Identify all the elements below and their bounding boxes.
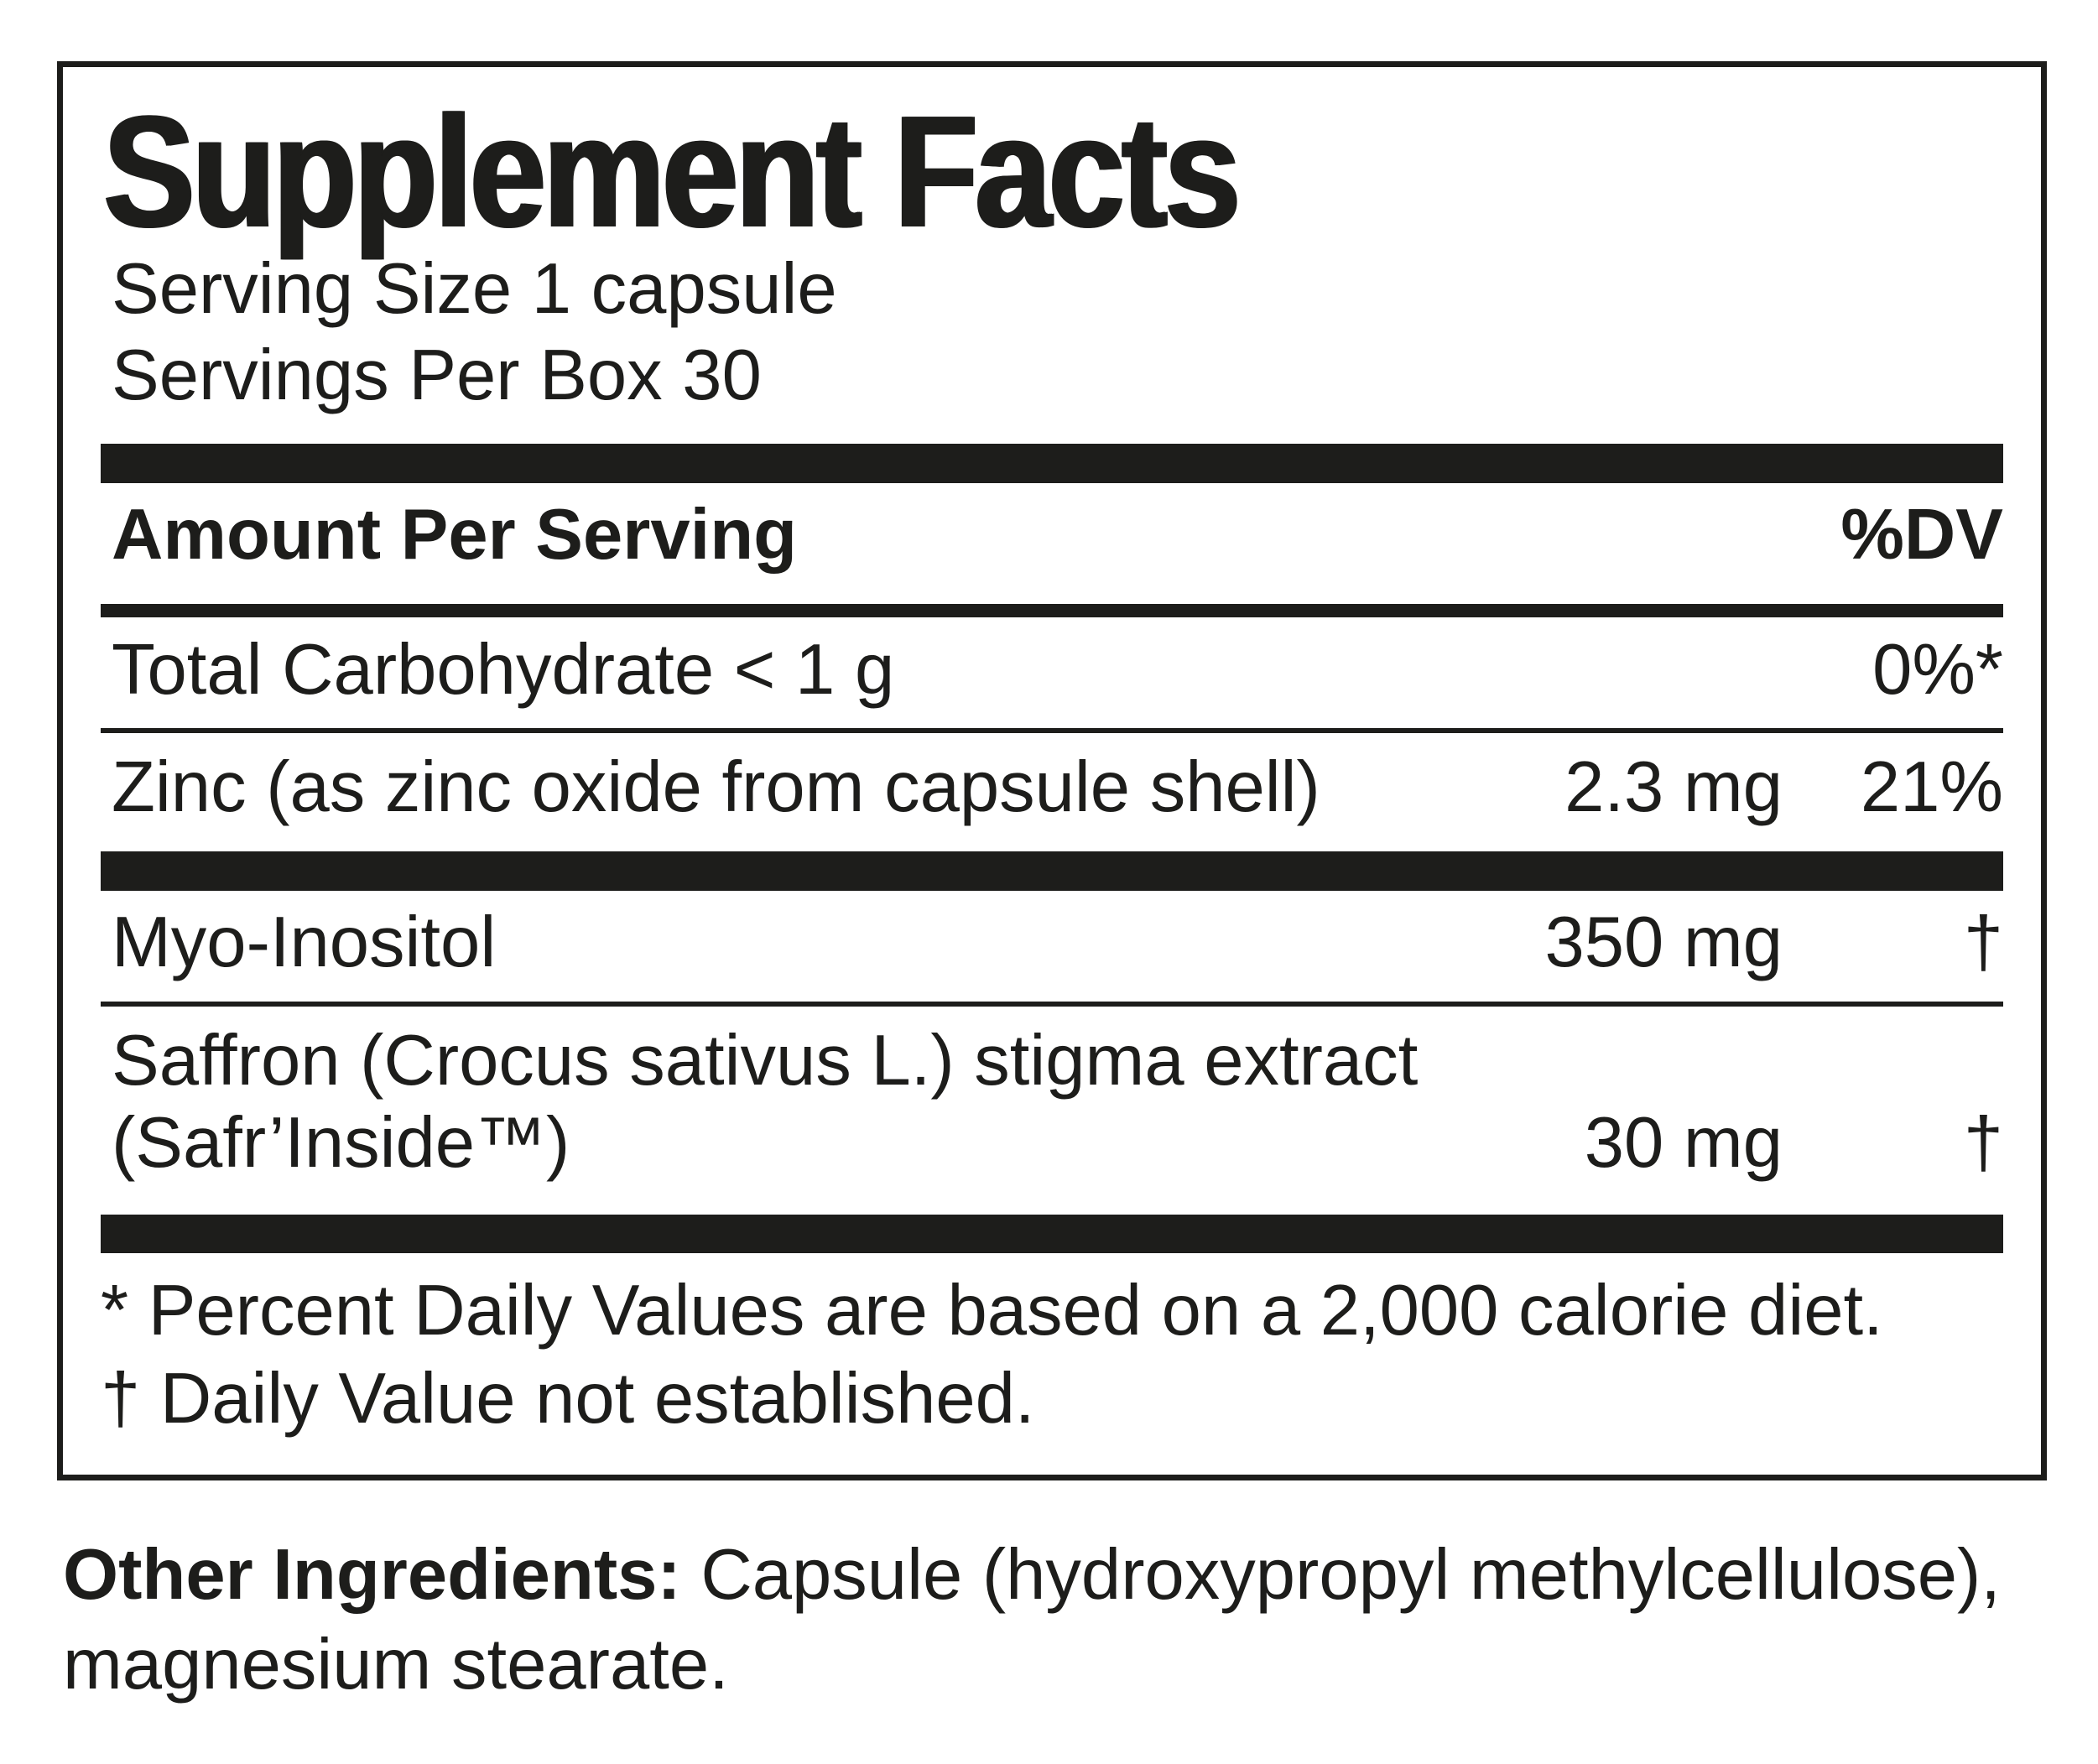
nutrient-dv: † <box>1963 1103 2003 1183</box>
nutrient-row-saffron-line2 <box>112 1103 2003 1183</box>
nutrient-name: (Safr’Inside™) <box>112 1103 570 1183</box>
servings-per-box-line: Servings Per Box 30 <box>112 336 762 415</box>
percent-dv-label: %DV <box>1840 495 2003 575</box>
other-ingredients-text: Capsule (hydroxypropyl methylcellulose), <box>680 1535 2001 1615</box>
nutrient-dv: 21% <box>1860 747 2003 827</box>
nutrient-dv: 0%* <box>1872 630 2003 710</box>
footnote-dagger: † Daily Value not established. <box>101 1359 1035 1439</box>
nutrient-amount: 350 mg <box>1544 903 1783 982</box>
medium-divider-bar <box>101 604 2003 617</box>
other-ingredients-line2: magnesium stearate. <box>63 1625 729 1704</box>
other-ingredients-line1 <box>63 1535 2001 1615</box>
thin-divider-line <box>101 1002 2003 1007</box>
nutrient-row-total-carbohydrate <box>112 630 2003 710</box>
thick-divider-bar-bottom <box>101 1215 2003 1253</box>
nutrient-row-saffron-line1: Saffron (Crocus sativus L.) stigma extract <box>112 1021 1419 1101</box>
thin-divider-line <box>101 728 2003 733</box>
amount-per-serving-label: Amount Per Serving <box>112 495 798 575</box>
thick-divider-bar-middle <box>101 851 2003 891</box>
serving-size-line: Serving Size 1 capsule <box>112 249 837 329</box>
panel-title: Supplement Facts <box>103 83 1238 261</box>
nutrient-amount: 2.3 mg <box>1564 747 1783 827</box>
footnote-percent-dv: * Percent Daily Values are based on a 2,000 calorie diet. <box>101 1271 1883 1350</box>
nutrient-amount: 30 mg <box>1584 1103 1783 1183</box>
nutrient-dv: † <box>1963 903 2003 982</box>
supplement-facts-panel <box>57 61 2047 1480</box>
other-ingredients-block <box>63 1535 2001 1704</box>
nutrient-name: Total Carbohydrate < 1 g <box>112 630 895 710</box>
column-header-row <box>112 495 2003 575</box>
nutrient-row-zinc <box>112 747 2003 827</box>
nutrient-name: Zinc (as zinc oxide from capsule shell) <box>112 747 1320 827</box>
nutrient-name: Myo-Inositol <box>112 903 497 982</box>
other-ingredients-label: Other Ingredients: <box>63 1535 681 1615</box>
thick-divider-bar-top <box>101 444 2003 483</box>
nutrient-row-myo-inositol <box>112 903 2003 982</box>
